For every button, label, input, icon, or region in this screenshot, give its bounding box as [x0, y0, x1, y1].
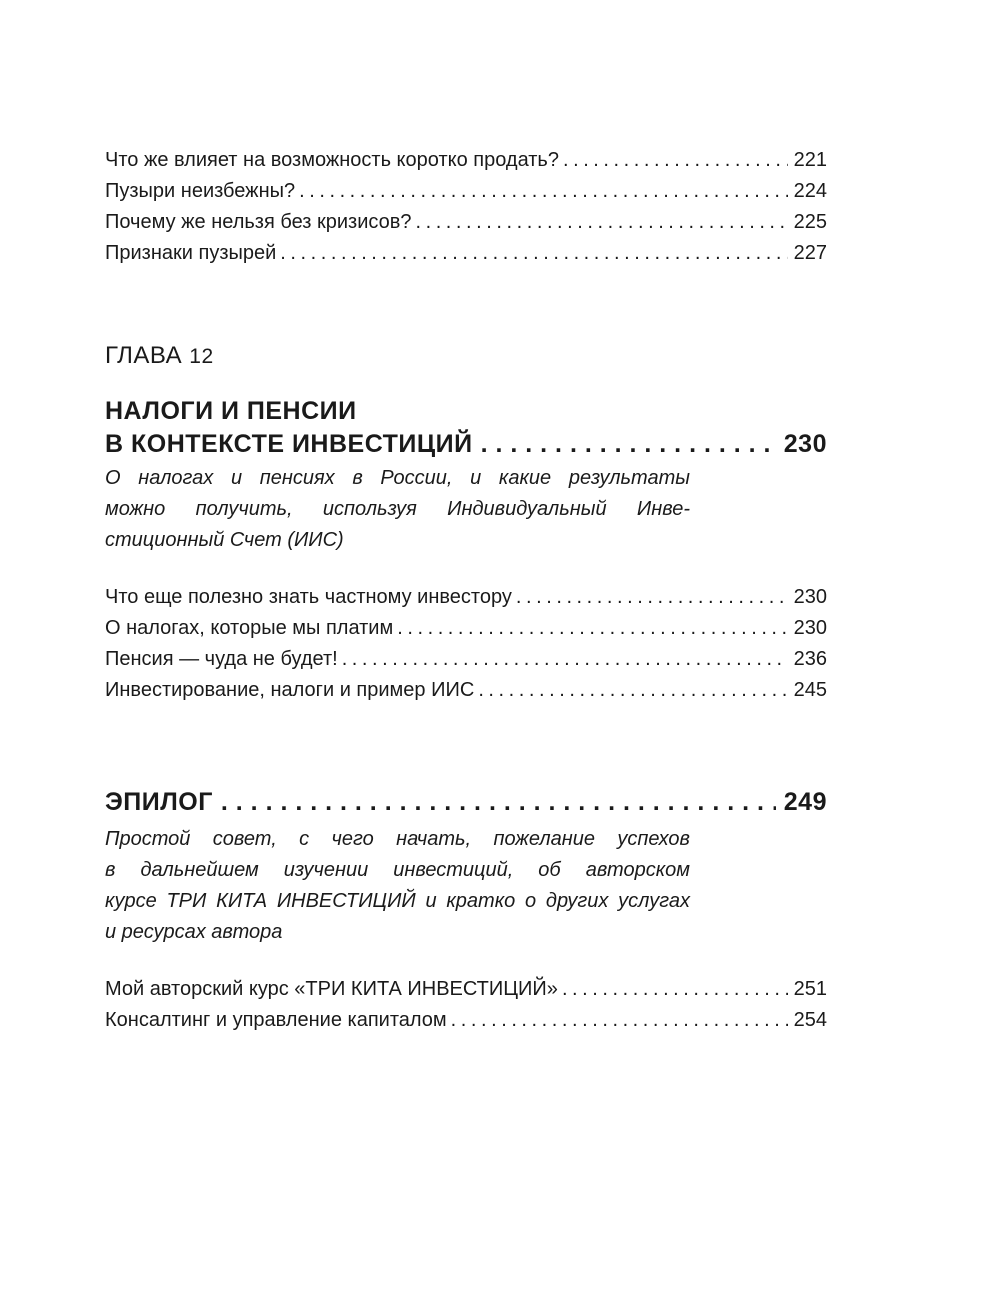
chapter-title-row [105, 428, 827, 461]
chapter-description [105, 463, 690, 556]
dot-leader [516, 582, 788, 613]
dot-leader [481, 428, 776, 461]
chapter-title[interactable] [105, 395, 827, 461]
toc-entry[interactable] [105, 974, 827, 1005]
toc-entry-title: О налогах, которые мы платим [105, 617, 394, 639]
toc-entry-title: Мой авторский курс «ТРИ КИТА ИНВЕСТИЦИЙ» [105, 978, 558, 1000]
dot-leader [563, 145, 788, 176]
description-line: в дальнейшем изучении инвестиций, об авторском [105, 859, 690, 881]
dot-leader [562, 974, 788, 1005]
dot-leader [415, 207, 787, 238]
description-line: стиционный Счет (ИИС) [105, 529, 344, 551]
dot-leader [478, 675, 787, 706]
toc-entry[interactable] [105, 582, 827, 613]
toc-entry-page: 221 [793, 149, 827, 171]
toc-entry-title: Что же влияет на возможность коротко продать? [105, 149, 559, 171]
toc-entry-page: 230 [793, 617, 827, 639]
toc-entry[interactable] [105, 644, 827, 675]
toc-entry[interactable] [105, 1005, 827, 1036]
dot-leader [397, 613, 787, 644]
description-line: Простой совет, с чего начать, пожелание успехов [105, 828, 690, 850]
toc-entry[interactable] [105, 675, 827, 706]
toc-entry-title: Пенсия — чуда не будет! [105, 648, 338, 670]
dot-leader [451, 1005, 788, 1036]
chapter-title-line: НАЛОГИ И ПЕНСИИ [105, 397, 357, 425]
toc-entry-page: 236 [793, 648, 827, 670]
toc-entry[interactable] [105, 145, 827, 176]
epilogue-title[interactable] [105, 786, 827, 819]
toc-entry-page: 251 [793, 978, 827, 1000]
chapter-label-text: ГЛАВА [105, 342, 183, 369]
dot-leader [342, 644, 788, 675]
toc-entry-title: Консалтинг и управление капиталом [105, 1009, 447, 1031]
chapter-number: 12 [189, 345, 214, 368]
toc-entry-title: Пузыри неизбежны? [105, 180, 296, 202]
toc-entry-page: 224 [793, 180, 827, 202]
chapter-page: 230 [783, 430, 827, 458]
epilogue-description [105, 824, 690, 948]
dot-leader [280, 238, 787, 269]
toc-entry-title: Инвестирование, налоги и пример ИИС [105, 679, 475, 701]
description-line: и ресурсах автора [105, 921, 283, 943]
toc-entry-page: 227 [793, 242, 827, 264]
chapter-label [105, 342, 214, 370]
toc-entry-page: 254 [793, 1009, 827, 1031]
description-line: О налогах и пенсиях в России, и какие результаты [105, 467, 690, 489]
toc-list-chapter12 [105, 582, 827, 706]
description-line: курсе ТРИ КИТА ИНВЕСТИЦИЙ и кратко о других услугах [105, 890, 690, 912]
description-line: можно получить, используя Индивидуальный Инве- [105, 498, 690, 520]
epilogue-page: 249 [783, 788, 827, 816]
chapter-title-line: В КОНТЕКСТЕ ИНВЕСТИЦИЙ [105, 430, 473, 458]
toc-list-continued [105, 145, 827, 269]
toc-entry[interactable] [105, 207, 827, 238]
epilogue-title-row [105, 786, 827, 819]
toc-entry-page: 245 [793, 679, 827, 701]
toc-entry-title: Признаки пузырей [105, 242, 277, 264]
toc-entry-page: 230 [793, 586, 827, 608]
toc-entry-title: Почему же нельзя без кризисов? [105, 211, 412, 233]
toc-entry[interactable] [105, 238, 827, 269]
toc-entry-title: Что еще полезно знать частному инвестору [105, 586, 512, 608]
toc-list-epilogue [105, 974, 827, 1036]
epilogue-title-text: ЭПИЛОГ [105, 788, 213, 816]
dot-leader [299, 176, 788, 207]
toc-entry[interactable] [105, 176, 827, 207]
dot-leader [221, 786, 776, 819]
toc-entry-page: 225 [793, 211, 827, 233]
toc-entry[interactable] [105, 613, 827, 644]
